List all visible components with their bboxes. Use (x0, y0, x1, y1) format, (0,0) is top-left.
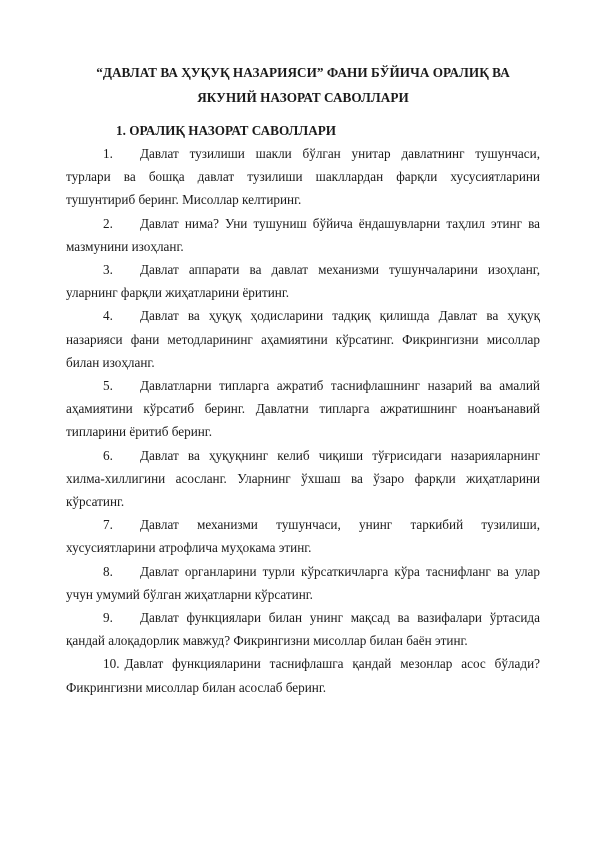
question-text: Давлат тузилиши шакли бўлган унитар давлатнинг тушунчаси, турлари ва бошқа давлат тузилиши шакллардан фарқли хусусиятларини тушунтириб беринг. Мисоллар келтиринг. (66, 146, 540, 208)
question-number: 7. (103, 517, 113, 533)
question-item-10 (66, 652, 540, 698)
question-number: 8. (103, 563, 113, 579)
question-item-2 (66, 212, 540, 258)
question-number: 9. (103, 610, 113, 626)
question-number: 3. (103, 262, 113, 278)
document-title: “ДАВЛАТ ВА ҲУҚУҚ НАЗАРИЯСИ” ФАНИ БЎЙИЧА ОРАЛИҚ ВА ЯКУНИЙ НАЗОРАТ САВОЛЛАРИ (96, 65, 510, 105)
document-page (66, 60, 540, 699)
question-number: 6. (103, 447, 113, 463)
question-item-8 (66, 560, 540, 606)
question-item-7 (66, 513, 540, 559)
question-number: 10. (103, 656, 120, 672)
question-item-9 (66, 606, 540, 652)
question-text: Давлатларни типларга ажратиб таснифлашнинг назарий ва амалий аҳамиятини кўрсатиб беринг. Давлатни типларга ажратишнинг ноанъанавий типларини ёритиб беринг. (66, 378, 540, 440)
question-text: Давлат функцияларини таснифлашга қандай мезонлар асос бўлади? Фикрингизни мисоллар билан асослаб беринг. (66, 656, 540, 695)
question-item-5 (66, 374, 540, 444)
section-heading: 1. ОРАЛИҚ НАЗОРАТ САВОЛЛАРИ (116, 123, 337, 138)
question-text: Давлат механизми тушунчаси, унинг таркибий тузилиши, хусусиятларини атрофлича муҳокама этинг. (66, 517, 540, 556)
question-text: Давлат аппарати ва давлат механизми тушунчаларини изоҳланг, уларнинг фарқли жиҳатларини ёритинг. (66, 262, 540, 301)
question-text: Давлат органларини турли кўрсаткичларга кўра таснифланг ва улар учун умумий бўлган жиҳатларни кўрсатинг. (66, 563, 540, 602)
question-number: 2. (103, 215, 113, 231)
question-number: 4. (103, 308, 113, 324)
question-number: 5. (103, 378, 113, 394)
question-item-3 (66, 258, 540, 304)
question-list (66, 142, 540, 699)
question-item-6 (66, 444, 540, 514)
question-item-1 (66, 142, 540, 212)
question-text: Давлат ва ҳуқуқ ҳодисларини тадқиқ қилишда Давлат ва ҳуқуқ назарияси фани методларининг аҳамиятини кўрсатинг. Фикрингизни мисоллар билан изоҳланг. (66, 308, 540, 370)
question-text: Давлат ва ҳуқуқнинг келиб чиқиши тўғрисидаги назарияларнинг хилма-хиллигини асосланг. Уларнинг ўхшаш ва ўзаро фарқли жиҳатларини кўрсатинг. (66, 447, 540, 510)
question-item-4 (66, 304, 540, 374)
question-number: 1. (103, 146, 113, 161)
question-text: Давлат функциялари билан унинг мақсад ва вазифалари ўртасида қандай алоқадорлик мавжуд? Фикрингизни мисоллар билан баён этинг. (66, 610, 540, 649)
question-text: Давлат нима? Уни тушуниш бўйича ёндашувларни таҳлил этинг ва мазмунини изоҳланг. (66, 215, 540, 254)
